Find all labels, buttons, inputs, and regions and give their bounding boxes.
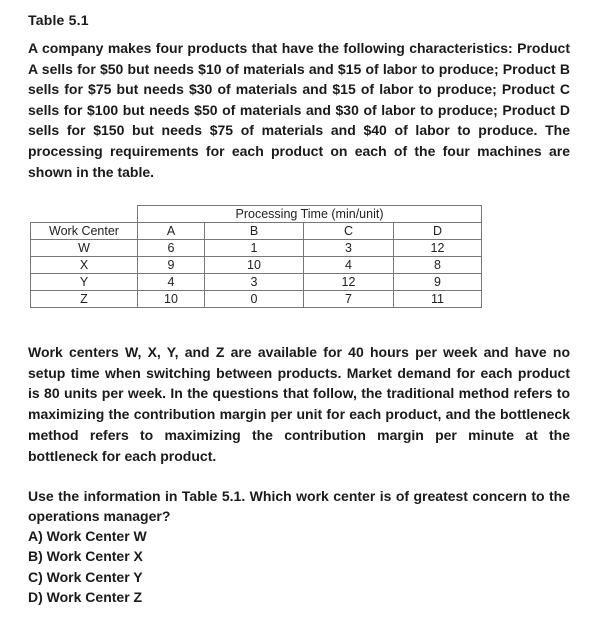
table-row <box>31 257 482 274</box>
table-corner-blank <box>31 206 138 223</box>
table-group-header: Processing Time (min/unit) <box>138 206 482 223</box>
table-row <box>31 240 482 257</box>
processing-time-table-container <box>30 205 482 308</box>
table-cell: Y <box>31 274 138 291</box>
answer-options <box>28 526 147 608</box>
column-header-work-center: Work Center <box>31 223 138 240</box>
column-header-b: B <box>205 223 304 240</box>
answer-option[interactable]: C) Work Center Y <box>28 568 143 585</box>
table-cell: 4 <box>138 274 205 291</box>
table-cell: X <box>31 257 138 274</box>
table-column-header-row <box>31 223 482 240</box>
table-group-header-row <box>31 206 482 223</box>
table-cell: 10 <box>205 257 304 274</box>
table-cell: Z <box>31 291 138 308</box>
table-cell: 7 <box>304 291 394 308</box>
answer-option[interactable]: A) Work Center W <box>28 528 147 544</box>
processing-time-table <box>30 205 482 308</box>
table-cell: 12 <box>304 274 394 291</box>
table-cell: W <box>31 240 138 257</box>
table-cell: 9 <box>394 274 482 291</box>
table-cell: 3 <box>205 274 304 291</box>
constraints-paragraph: Work centers W, X, Y, and Z are available for 40 hours per week and have no setup time when switching between products. Market demand for each product is 80 units per week. In the questions that follow, the traditional method refers to maximizing the contribution margin per unit for each product, and the bottleneck method refers to maximizing the contribution margin per minute at the bottleneck for each product. <box>28 344 570 464</box>
answer-option[interactable]: B) Work Center X <box>28 548 143 565</box>
table-cell: 12 <box>394 240 482 257</box>
table-cell: 3 <box>304 240 394 257</box>
column-header-d: D <box>394 223 482 240</box>
table-cell: 0 <box>205 291 304 308</box>
table-row <box>31 291 482 308</box>
intro-paragraph: A company makes four products that have the following characteristics: Product A sells for $50 but needs $10 of materials and $15 of labor to produce; Product B sells for $75 but needs $30 of materials and $15 of labor to produce; Product C sells for $100 but needs $50 of materials and $30 of labor to produce; Product D sells for $150 but needs $75 of materials and $40 of labor to produce. The processing requirements for each product on each of the four machines are shown in the table. <box>28 40 570 180</box>
table-cell: 4 <box>304 257 394 274</box>
table-cell: 1 <box>205 240 304 257</box>
table-cell: 8 <box>394 257 482 274</box>
column-header-c: C <box>304 223 394 240</box>
answer-option[interactable]: D) Work Center Z <box>28 589 143 606</box>
table-cell: 9 <box>138 257 205 274</box>
table-cell: 11 <box>394 291 482 308</box>
table-title: Table 5.1 <box>28 12 89 28</box>
question-text: Use the information in Table 5.1. Which work center is of greatest concern to the operations manager? <box>28 488 570 525</box>
table-cell: 6 <box>138 240 205 257</box>
column-header-a: A <box>138 223 205 240</box>
table-cell: 10 <box>138 291 205 308</box>
table-row <box>31 274 482 291</box>
